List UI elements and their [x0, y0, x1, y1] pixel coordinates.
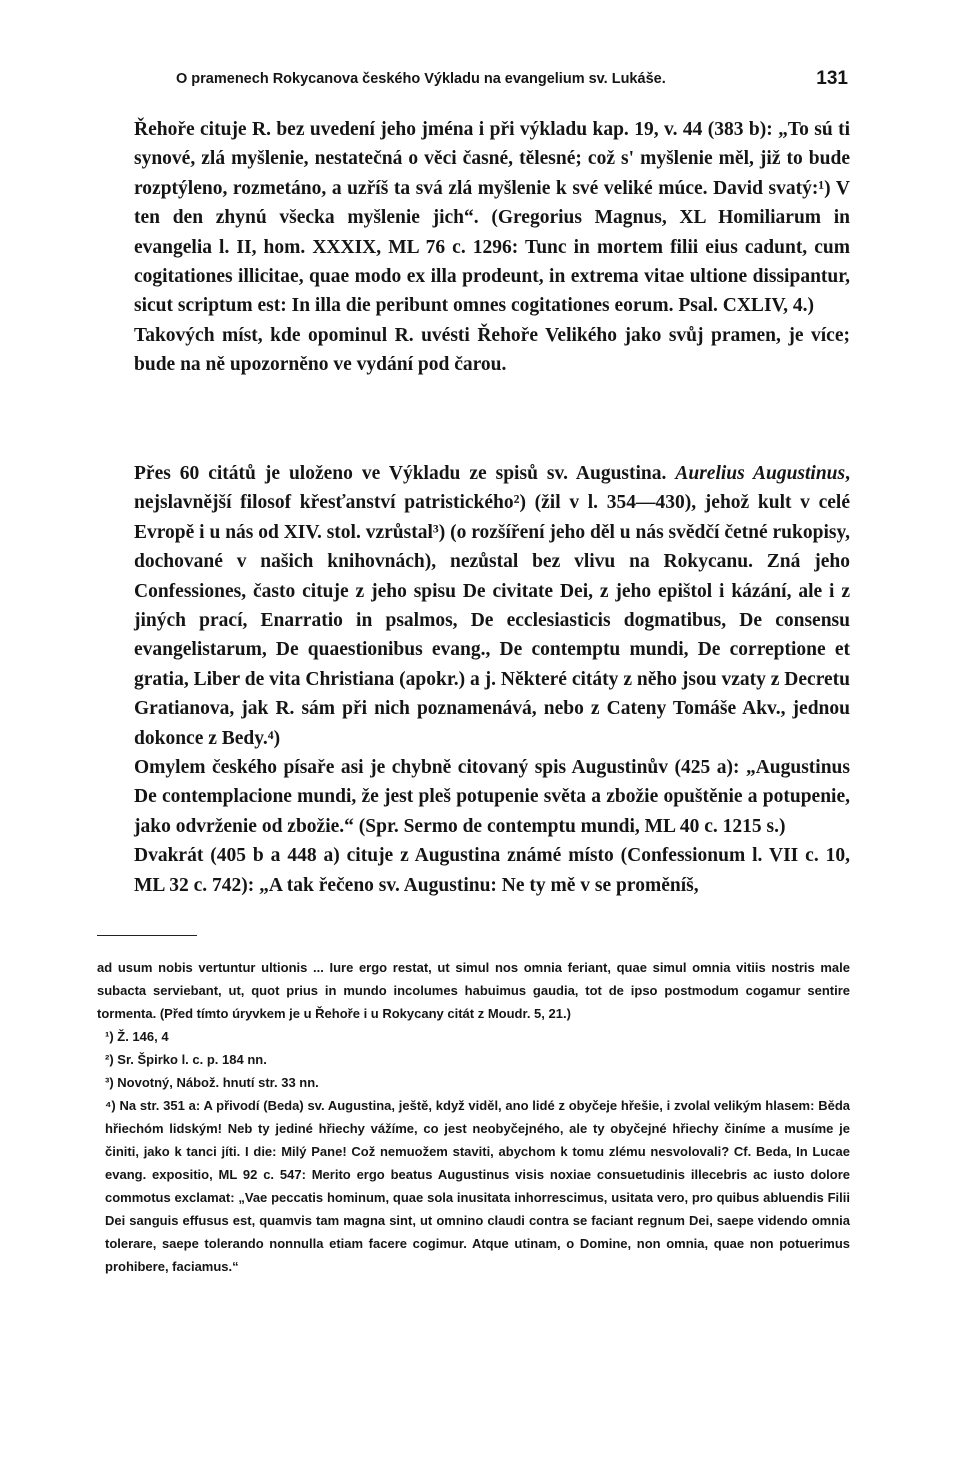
footnote-3: ³) Novotný, Nábož. hnutí str. 33 nn.	[105, 1075, 319, 1090]
footnote-2: ²) Sr. Špirko l. c. p. 184 nn.	[105, 1052, 267, 1067]
paragraph-augustine-intro	[134, 459, 850, 753]
footnote-continuation: ad usum nobis vertuntur ultionis ... Iure ergo restat, ut simul nos omnia feriant, quae simul omnia vitiis nostris male subacta serviebant, ut, quot prius in mundo incolumes habuimus gaudia, tot de ipso postmodum cogamur sentire tormenta. (Před tímto úryvkem je u Řehoře i u Rokycany citát z Moudr. 5, 21.)	[97, 960, 850, 1021]
running-title: O pramenech Rokycanova českého Výkladu na evangelium sv. Lukáše.	[176, 71, 666, 87]
paragraph-miscited-work: Omylem českého písaře asi je chybně citovaný spis Augustinův (425 a): „Augustinus De contemplacione mundi, že jest pleš potupenie světa a zbožie opuštěnie a potupenie, jako odvrženie od zbožie.“ (Spr. Sermo de contemptu mundi, ML 40 c. 1215 s.)	[134, 757, 850, 837]
section-augustine	[134, 459, 850, 900]
footnote-4: ⁴) Na str. 351 a: A přivodí (Beda) sv. Augustina, ještě, když viděl, ano lidé z obyčeje hřešie, i zvolal velikým hlasem: Běda hřiechóm lidským! Neb ty jediné hřiechy vážíme, co jest neobyčejného, ale ty obyčejné hřiechy činíme a musíme je činiti, jako k tanci jíti. I die: Milý Pane! Což nemuožem staviti, abychom k tomu zlému nesvolovali? Cf. Beda, In Lucae evang. expositio, ML 92 c. 547: Merito ergo beatus Augustinus visis noxiae consuetudinis illecebris ac iusto dolore commotus exclamat: „Vae peccatis hominum, quae sola inusitata inhorrescimus, usitata vero, pro quibus abluendis Filii Dei sanguis effusus est, quamvis tam magna sint, ut omnino claudi contra se faciant regnum Dei, saepe videndo omnia tolerare, saepe tolerando nonnulla etiam facere cogimur. Atque utinam, o Domine, non omnia, quae non potuerimus prohibere, faciamus.“	[105, 1098, 850, 1274]
paragraph-gregory-note-text: Takových míst, kde opominul R. uvésti Řehoře Velikého jako svůj pramen, je více; bude na ně upozorněno ve vydání pod čarou.	[134, 324, 850, 376]
page-number: 131	[816, 68, 848, 89]
footnote-rule	[97, 935, 197, 936]
footnote-1: ¹) Ž. 146, 4	[105, 1029, 169, 1044]
footnotes	[97, 956, 850, 1278]
augustine-name-italic: Aurelius Augustinus	[675, 463, 846, 484]
section-gregory	[134, 115, 850, 380]
intro-rest: , nejslavnější filosof křesťanství patristického²) (žil v l. 354—430), jehož kult v celé Evropě i u nás od XIV. stol. vzrůstal³) (o rozšíření jeho děl u nás svědčí četné rukopisy, dochované v našich knihovnách), nezůstal bez vlivu na Rokycanu. Zná jeho Confessiones, často cituje z jeho spisu De civitate Dei, z jeho epištol i kázání, ale i z jiných prací, Enarratio in psalmos, De ecclesiasticis dogmatibus, De consensu evangelistarum, De quaestionibus evang., De contemptu mundi, De correptione et gratia, Liber de vita Christiana (apokr.) a j. Některé citáty z něho jsou vzaty z Decretu Gratianova, jak R. sám při nich poznamenává, nebo z Cateny Tomáše Akv., jednou dokonce z Bedy.⁴)	[134, 463, 851, 749]
intro-start: Přes 60 citátů je uloženo ve Výkladu ze spisů sv. Augustina.	[134, 463, 676, 484]
paragraph-gregory-citation: Řehoře cituje R. bez uvedení jeho jména i při výkladu kap. 19, v. 44 (383 b): „To sú ti synové, zlá myšlenie, nestatečná o věci časné, tělesné; což s' myšlenie měl, již to bude rozptýleno, rozmetáno, a uzříš ta svá zlá myšlenie k své veliké múce. David svatý:¹) V ten den zhynú všecka myšlenie jich“. (Gregorius Magnus, XL Homiliarum in evangelia l. II, hom. XXXIX, ML 76 c. 1296: Tunc in mortem filii eius cadunt, cum cogitationes illicitae, quae modo ex illa prodeunt, in extrema vitae ultione dissipantur, sicut scriptum est: In illa die peribunt omnes cogitationes eorum. Psal. CXLIV, 4.)	[134, 119, 850, 317]
running-head	[176, 68, 848, 92]
paragraph-gregory-note	[134, 321, 850, 380]
paragraph-confessions-quote: Dvakrát (405 b a 448 a) cituje z Augustina známé místo (Confessionum l. VII c. 10, ML 32 c. 742): „A tak řečeno sv. Augustinu: Ne ty mě v se proměníš,	[134, 845, 850, 896]
